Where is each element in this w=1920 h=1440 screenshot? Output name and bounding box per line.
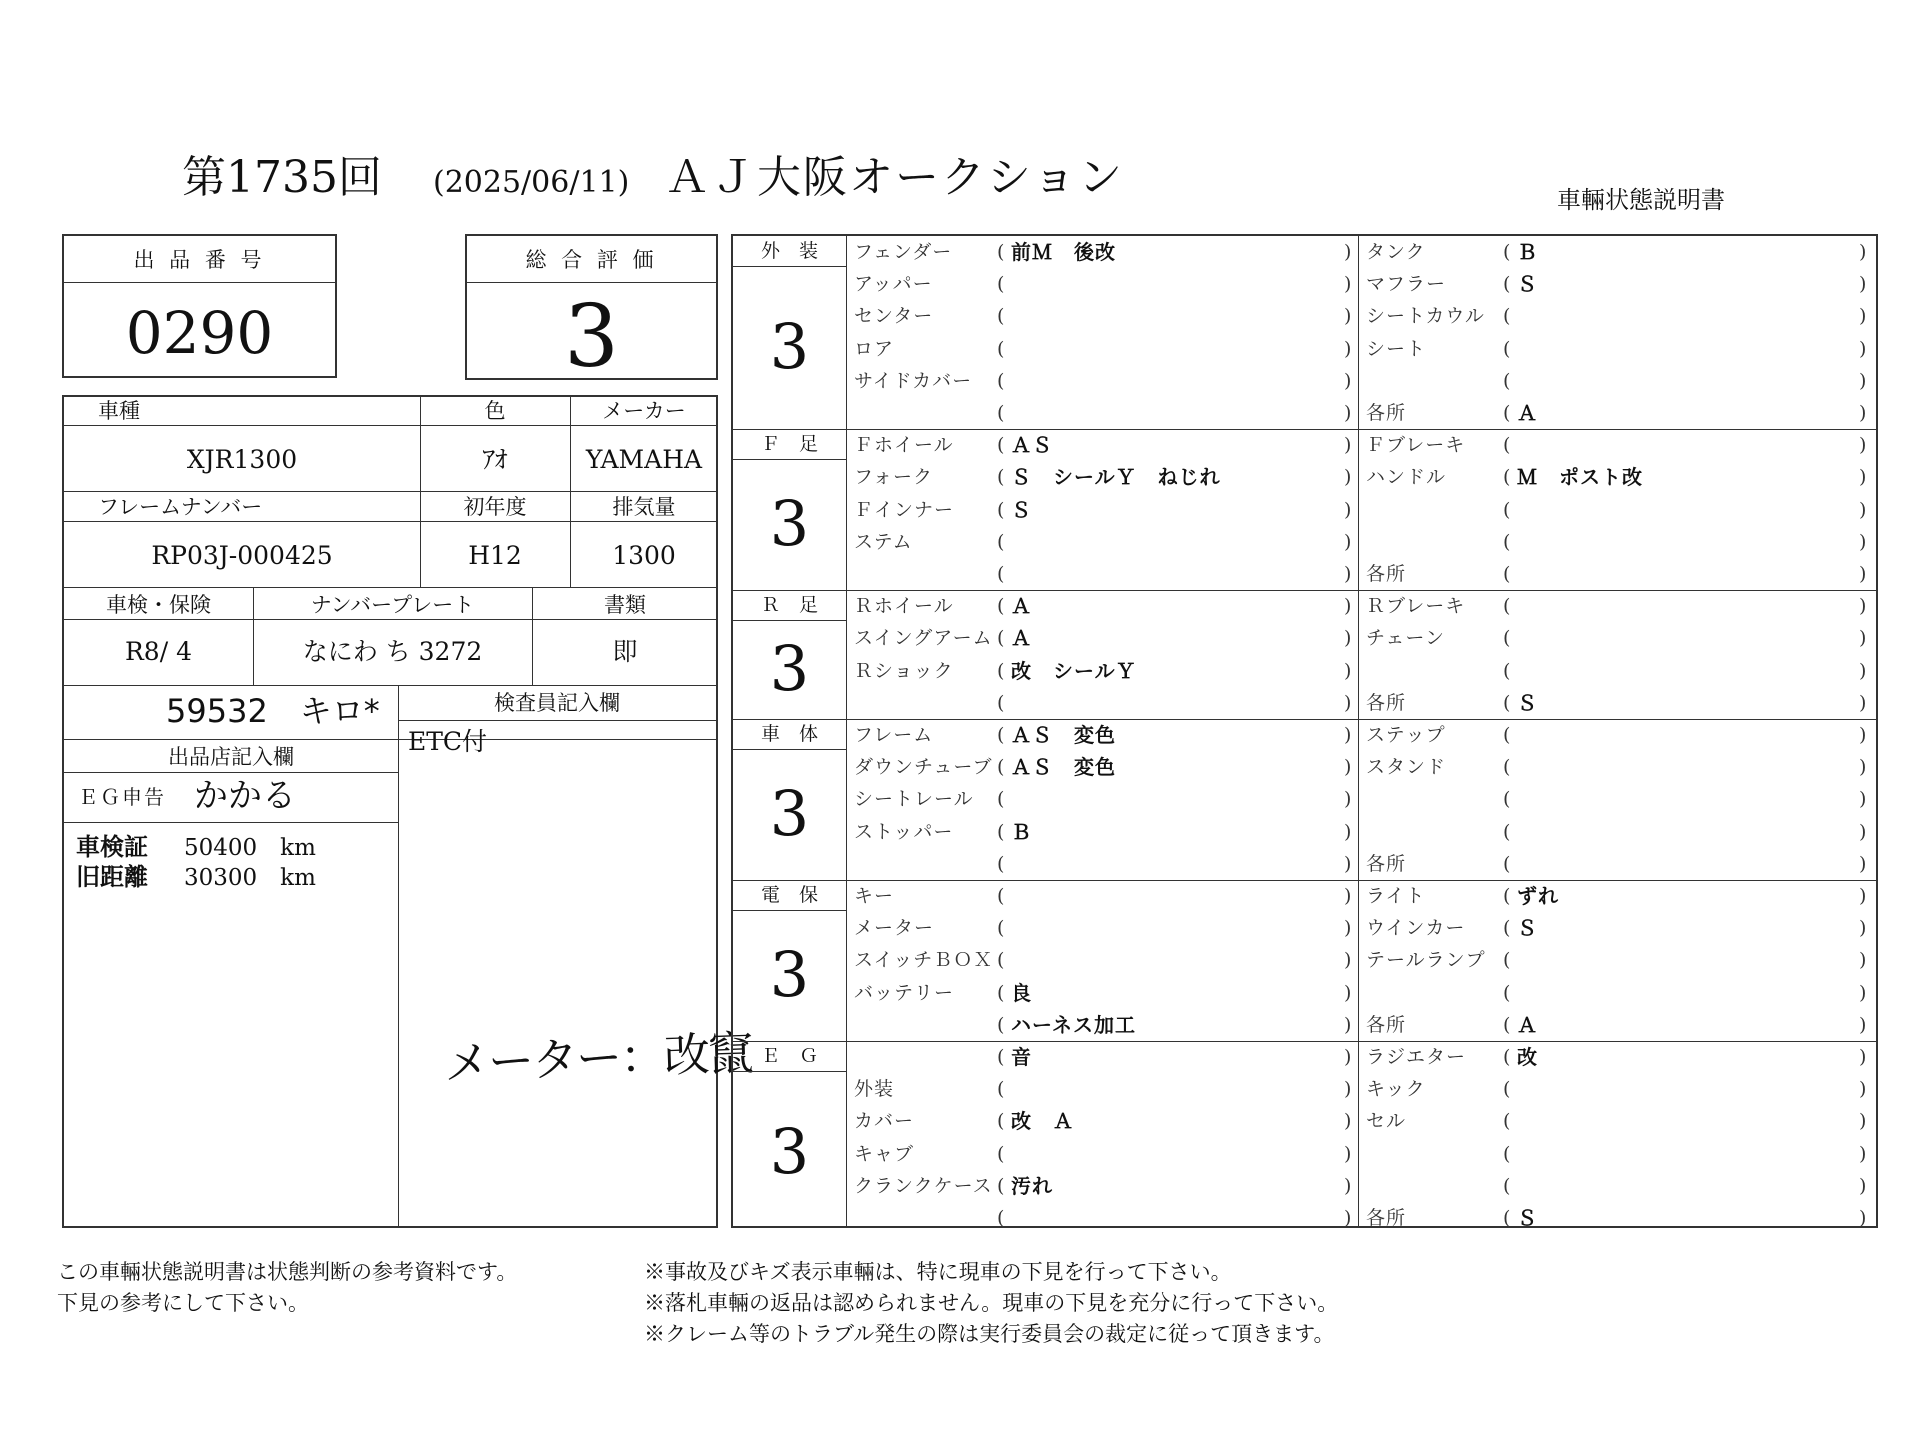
item-value-left: 音 — [1011, 1045, 1032, 1069]
paren-open: ( — [997, 1110, 1005, 1133]
section-score: 3 — [769, 937, 810, 1011]
paren-open: ( — [997, 949, 1005, 972]
paren-close: ) — [1344, 402, 1352, 424]
paren-close: ) — [1859, 820, 1867, 843]
paren-close: ) — [1859, 1078, 1867, 1101]
paren-open: ( — [997, 1078, 1005, 1101]
item-value-left: ＡＳ — [1011, 433, 1053, 458]
paren-close: ) — [1344, 820, 1352, 843]
paren-open: ( — [997, 466, 1005, 489]
paren-open: ( — [997, 305, 1005, 328]
paren-close: ) — [1344, 1046, 1352, 1068]
item-label-left: メーター — [854, 917, 935, 940]
inspection-value: R8/ 4 — [124, 637, 192, 666]
paren-close: ) — [1859, 1110, 1867, 1133]
paren-open: ( — [997, 1207, 1005, 1229]
shop-label: 出品店記入欄 — [168, 745, 294, 769]
item-label-right: シートカウル — [1366, 305, 1485, 328]
item-label-right: ライト — [1366, 885, 1426, 907]
item-label-left: バッテリー — [854, 981, 955, 1004]
paren-close: ) — [1859, 1207, 1867, 1229]
condition-row — [733, 494, 1876, 526]
item-label-left: ストッパー — [854, 820, 954, 843]
paren-open: ( — [1503, 305, 1511, 328]
condition-row — [733, 558, 1876, 590]
item-value-left: 改 シールＹ — [1011, 658, 1137, 683]
documents-label: 書類 — [604, 593, 646, 617]
condition-row — [733, 268, 1876, 300]
condition-row — [733, 880, 1876, 912]
item-label-right: ラジエター — [1366, 1046, 1467, 1068]
condition-table — [731, 234, 1878, 1228]
condition-row — [733, 719, 1876, 751]
paren-open: ( — [997, 530, 1005, 553]
paren-close: ) — [1344, 1207, 1352, 1229]
item-label-right: 各所 — [1366, 562, 1407, 585]
paren-open: ( — [997, 852, 1005, 875]
item-label-left: 外装 — [854, 1078, 895, 1101]
paren-open: ( — [1503, 756, 1511, 779]
footer-note-right-1: ※事故及びキズ表示車輛は、特に現車の下見を行って下さい。 — [644, 1260, 1232, 1284]
paren-close: ) — [1859, 756, 1867, 779]
old-mileage-value: 30300 km — [184, 865, 316, 891]
inspection-label: 車検・保険 — [106, 593, 211, 617]
condition-row — [733, 429, 1876, 461]
paren-open: ( — [1503, 852, 1511, 875]
paren-open: ( — [997, 337, 1005, 360]
paren-close: ) — [1859, 724, 1867, 746]
item-label-right: タンク — [1366, 241, 1426, 263]
paren-open: ( — [997, 1174, 1005, 1197]
paren-close: ) — [1344, 1174, 1352, 1197]
paren-close: ) — [1859, 917, 1867, 940]
paren-open: ( — [1503, 1013, 1511, 1036]
item-value-right: Ｓ — [1517, 690, 1538, 715]
item-value-right: ずれ — [1517, 884, 1559, 908]
condition-row — [733, 912, 1876, 944]
paren-close: ) — [1344, 434, 1352, 457]
mileage: 59532 キロ* — [166, 692, 380, 730]
item-value-right: Ｂ — [1517, 240, 1538, 264]
section-1 — [733, 429, 1876, 590]
item-value-right: Ａ — [1517, 401, 1538, 425]
item-label-left: シートレール — [854, 788, 974, 811]
paren-open: ( — [1503, 1078, 1511, 1101]
paren-close: ) — [1859, 241, 1867, 263]
item-label-left: キャブ — [854, 1142, 915, 1165]
item-label-right: テールランプ — [1366, 949, 1486, 972]
condition-row — [733, 397, 1876, 429]
paren-open: ( — [997, 241, 1005, 263]
item-label-right: セル — [1366, 1110, 1407, 1133]
item-value-left: 改 Ａ — [1011, 1109, 1074, 1134]
section-score: 3 — [769, 309, 810, 383]
paren-close: ) — [1344, 1110, 1352, 1133]
paren-close: ) — [1859, 434, 1867, 457]
paren-open: ( — [997, 369, 1005, 392]
paren-open: ( — [1503, 498, 1511, 521]
paren-open: ( — [1503, 595, 1511, 618]
condition-row — [733, 333, 1876, 365]
paren-open: ( — [1503, 659, 1511, 682]
paren-close: ) — [1344, 530, 1352, 553]
first-year: H12 — [468, 541, 522, 570]
condition-row — [733, 622, 1876, 654]
paren-close: ) — [1859, 659, 1867, 682]
item-label-left: サイドカバー — [854, 369, 973, 392]
paren-open: ( — [1503, 724, 1511, 746]
item-value-right: Ｓ — [1517, 1206, 1538, 1230]
paren-close: ) — [1344, 595, 1352, 618]
condition-row — [733, 461, 1876, 493]
paren-close: ) — [1344, 788, 1352, 811]
item-label-left: アッパー — [854, 273, 933, 296]
paren-open: ( — [997, 756, 1005, 779]
paren-close: ) — [1859, 402, 1867, 424]
paren-close: ) — [1859, 949, 1867, 972]
condition-row — [733, 365, 1876, 397]
item-value-right: Ｍ ポスト改 — [1517, 465, 1643, 490]
item-value-right: Ｓ — [1517, 272, 1538, 297]
paren-open: ( — [997, 691, 1005, 714]
item-label-left: キー — [854, 885, 895, 907]
condition-row — [733, 1170, 1876, 1202]
section-name: 外 装 — [760, 240, 818, 262]
document-title: 車輛状態説明書 — [1557, 186, 1725, 214]
eg-declaration-label: ＥＧ申告 — [78, 785, 166, 809]
paren-open: ( — [1503, 949, 1511, 972]
paren-close: ) — [1859, 981, 1867, 1004]
old-mileage-label: 旧距離 — [76, 863, 148, 891]
session-number: 第1735回 — [182, 152, 382, 203]
item-label-right: 各所 — [1366, 1207, 1407, 1229]
section-score: 3 — [769, 486, 810, 560]
item-label-left: フォーク — [854, 466, 934, 489]
paren-close: ) — [1344, 917, 1352, 940]
paren-close: ) — [1859, 595, 1867, 618]
paren-close: ) — [1344, 724, 1352, 746]
inspector-label: 検査員記入欄 — [494, 691, 620, 715]
paren-close: ) — [1859, 691, 1867, 714]
item-value-left: 前Ｍ 後改 — [1011, 240, 1116, 264]
paren-open: ( — [1503, 530, 1511, 553]
footer-note-right-2: ※落札車輛の返品は認められません。現車の下見を充分に行って下さい。 — [644, 1291, 1339, 1315]
condition-row — [733, 236, 1876, 268]
paren-close: ) — [1344, 627, 1352, 650]
section-5 — [733, 1041, 1876, 1234]
paren-open: ( — [1503, 337, 1511, 360]
paren-close: ) — [1344, 852, 1352, 875]
paren-close: ) — [1859, 305, 1867, 328]
condition-row — [733, 1009, 1876, 1041]
maker-label: メーカー — [602, 399, 686, 423]
condition-row — [733, 1105, 1876, 1137]
item-label-left: Ｆインナー — [854, 498, 955, 521]
color-value: ｱｵ — [482, 445, 508, 474]
paren-open: ( — [997, 498, 1005, 521]
paren-open: ( — [1503, 885, 1511, 907]
condition-row — [733, 751, 1876, 783]
item-value-right: Ａ — [1517, 1012, 1538, 1037]
item-value-left: 良 — [1011, 980, 1032, 1005]
paren-open: ( — [997, 595, 1005, 618]
paren-open: ( — [997, 820, 1005, 843]
inspector-note-etc: ETC付 — [408, 727, 488, 756]
paren-open: ( — [1503, 627, 1511, 650]
item-label-right: マフラー — [1366, 273, 1447, 296]
paren-open: ( — [1503, 1110, 1511, 1133]
section-name: Ｆ 足 — [760, 433, 818, 456]
overall-score-box — [465, 234, 718, 387]
cert-mileage-label: 車検証 — [76, 833, 148, 861]
paren-close: ) — [1859, 852, 1867, 875]
item-label-right: チェーン — [1366, 627, 1446, 650]
item-label-left: センター — [854, 305, 934, 328]
displacement-label: 排気量 — [612, 495, 676, 519]
paren-open: ( — [1503, 981, 1511, 1004]
paren-close: ) — [1344, 1078, 1352, 1101]
item-value-left: ハーネス加工 — [1011, 1012, 1136, 1037]
paren-open: ( — [1503, 917, 1511, 940]
model-value: XJR1300 — [186, 445, 298, 474]
paren-close: ) — [1859, 1142, 1867, 1165]
auction-name: ＡＪ大阪オークション — [665, 152, 1125, 203]
paren-open: ( — [1503, 434, 1511, 457]
paren-open: ( — [997, 788, 1005, 811]
paren-close: ) — [1344, 466, 1352, 489]
paren-close: ) — [1859, 1013, 1867, 1036]
paren-close: ) — [1344, 241, 1352, 263]
item-label-right: シート — [1366, 337, 1427, 360]
paren-close: ) — [1859, 885, 1867, 907]
paren-close: ) — [1859, 369, 1867, 392]
paren-close: ) — [1344, 949, 1352, 972]
condition-row — [733, 1138, 1876, 1170]
item-label-right: Ｒブレーキ — [1366, 595, 1466, 618]
paren-open: ( — [997, 917, 1005, 940]
plate-value: なにわ ち 3272 — [302, 637, 483, 666]
paren-open: ( — [997, 434, 1005, 457]
section-score: 3 — [769, 631, 810, 705]
item-label-right: Ｆブレーキ — [1366, 434, 1466, 457]
frame-number: RP03J-000425 — [151, 541, 333, 570]
condition-row — [733, 687, 1876, 719]
item-value-right: Ｓ — [1517, 916, 1538, 941]
vehicle-info-panel — [62, 395, 753, 1228]
model-label: 車種 — [98, 399, 140, 423]
auction-date: (2025/06/11) — [433, 165, 630, 200]
item-label-left: フェンダー — [854, 241, 953, 263]
section-2 — [733, 590, 1876, 719]
section-score: 3 — [769, 1114, 810, 1188]
maker-value: YAMAHA — [585, 445, 703, 474]
lot-number: 0290 — [125, 299, 274, 367]
section-4 — [733, 880, 1876, 1041]
section-name: 電 保 — [760, 884, 818, 906]
item-label-left: ダウンチューブ — [854, 756, 993, 779]
paren-close: ) — [1344, 369, 1352, 392]
condition-row — [733, 1202, 1876, 1234]
lot-number-box — [62, 234, 337, 378]
item-label-right: 各所 — [1366, 1013, 1407, 1036]
section-score: 3 — [769, 776, 810, 850]
paren-close: ) — [1344, 273, 1352, 296]
paren-open: ( — [1503, 1174, 1511, 1197]
paren-open: ( — [997, 724, 1005, 746]
paren-open: ( — [997, 659, 1005, 682]
paren-open: ( — [1503, 1142, 1511, 1165]
item-value-left: Ａ — [1011, 594, 1032, 619]
item-label-left: クランクケース — [854, 1174, 993, 1197]
paren-close: ) — [1859, 273, 1867, 296]
paren-open: ( — [1503, 788, 1511, 811]
item-label-right: キック — [1366, 1078, 1426, 1101]
paren-open: ( — [1503, 562, 1511, 585]
condition-row — [733, 300, 1876, 332]
paren-open: ( — [1503, 369, 1511, 392]
cert-mileage-value: 50400 km — [184, 835, 316, 861]
frame-number-label: フレームナンバー — [98, 495, 263, 519]
condition-row — [733, 848, 1876, 880]
paren-close: ) — [1344, 562, 1352, 585]
paren-open: ( — [997, 981, 1005, 1004]
condition-row — [733, 1073, 1876, 1105]
condition-row — [733, 816, 1876, 848]
paren-close: ) — [1859, 466, 1867, 489]
footer-note-left-2: 下見の参考にして下さい。 — [57, 1291, 309, 1315]
item-label-left: スイッチＢＯＸ — [854, 949, 994, 972]
item-label-right: 各所 — [1366, 691, 1407, 714]
paren-close: ) — [1344, 305, 1352, 328]
section-name: 車 体 — [760, 723, 818, 745]
paren-close: ) — [1859, 1046, 1867, 1068]
paren-open: ( — [997, 1046, 1005, 1068]
item-label-left: フレーム — [854, 724, 934, 746]
plate-label: ナンバープレート — [310, 593, 475, 617]
item-value-left: ＡＳ 変色 — [1011, 755, 1116, 780]
item-label-right: 各所 — [1366, 852, 1407, 875]
item-value-left: Ｓ シールＹ ねじれ — [1011, 465, 1221, 490]
item-label-left: ロア — [854, 337, 895, 360]
paren-open: ( — [997, 273, 1005, 296]
paren-close: ) — [1344, 981, 1352, 1004]
paren-open: ( — [1503, 466, 1511, 489]
item-label-left: ステム — [854, 530, 913, 553]
paren-open: ( — [997, 627, 1005, 650]
paren-close: ) — [1344, 498, 1352, 521]
item-value-right: 改 — [1517, 1045, 1538, 1069]
item-value-left: 汚れ — [1011, 1173, 1053, 1198]
paren-close: ) — [1859, 1174, 1867, 1197]
paren-open: ( — [997, 1013, 1005, 1036]
item-value-left: Ｓ — [1011, 497, 1032, 522]
eg-declaration-value: かかる — [194, 776, 296, 816]
paren-open: ( — [1503, 691, 1511, 714]
paren-close: ) — [1344, 659, 1352, 682]
paren-open: ( — [1503, 1207, 1511, 1229]
paren-open: ( — [997, 1142, 1005, 1165]
condition-row — [733, 783, 1876, 815]
paren-open: ( — [1503, 820, 1511, 843]
item-label-left: カバー — [854, 1110, 915, 1133]
paren-open: ( — [1503, 241, 1511, 263]
paren-close: ) — [1859, 562, 1867, 585]
displacement: 1300 — [612, 541, 676, 570]
paren-open: ( — [1503, 273, 1511, 296]
paren-close: ) — [1344, 1142, 1352, 1165]
item-label-right: ハンドル — [1366, 466, 1447, 489]
condition-row — [733, 590, 1876, 622]
paren-close: ) — [1344, 756, 1352, 779]
condition-row — [733, 655, 1876, 687]
paren-open: ( — [997, 402, 1005, 424]
documents-value: 即 — [612, 637, 638, 666]
item-value-left: Ａ — [1011, 626, 1032, 651]
item-label-left: スイングアーム — [854, 627, 993, 650]
item-label-left: Ｆホイール — [854, 434, 954, 457]
first-year-label: 初年度 — [463, 495, 527, 519]
paren-close: ) — [1859, 627, 1867, 650]
condition-row — [733, 1041, 1876, 1073]
item-label-left: Ｒショック — [854, 659, 954, 682]
paren-open: ( — [997, 885, 1005, 907]
paren-open: ( — [1503, 402, 1511, 424]
footer-note-right-3: ※クレーム等のトラブル発生の際は実行委員会の裁定に従って頂きます。 — [644, 1322, 1335, 1346]
overall-score-label: 総 合 評 価 — [525, 248, 658, 272]
inspector-note-meter: メーター：改竄 — [443, 1025, 753, 1091]
footer-note-left-1: この車輛状態説明書は状態判断の参考資料です。 — [57, 1260, 518, 1284]
paren-close: ) — [1344, 691, 1352, 714]
paren-open: ( — [997, 562, 1005, 585]
item-label-left: Ｒホイール — [854, 595, 954, 618]
condition-row — [733, 526, 1876, 558]
item-value-left: Ｂ — [1011, 819, 1032, 844]
paren-close: ) — [1344, 337, 1352, 360]
paren-open: ( — [1503, 1046, 1511, 1068]
color-label: 色 — [484, 399, 506, 423]
paren-close: ) — [1344, 1013, 1352, 1036]
paren-close: ) — [1859, 498, 1867, 521]
section-name: Ｅ Ｇ — [760, 1045, 818, 1067]
lot-number-label: 出 品 番 号 — [133, 248, 266, 272]
paren-close: ) — [1859, 337, 1867, 360]
item-label-right: スタンド — [1366, 756, 1447, 779]
paren-close: ) — [1859, 530, 1867, 553]
paren-close: ) — [1859, 788, 1867, 811]
section-3 — [733, 719, 1876, 880]
condition-row — [733, 977, 1876, 1009]
item-label-right: ステップ — [1366, 724, 1446, 746]
condition-row — [733, 944, 1876, 976]
section-0 — [733, 236, 1876, 429]
overall-score: 3 — [564, 287, 619, 387]
section-name: Ｒ 足 — [760, 594, 818, 617]
item-value-left: ＡＳ 変色 — [1011, 723, 1116, 747]
item-label-right: ウインカー — [1366, 917, 1466, 940]
item-label-right: 各所 — [1366, 402, 1407, 424]
paren-close: ) — [1344, 885, 1352, 907]
